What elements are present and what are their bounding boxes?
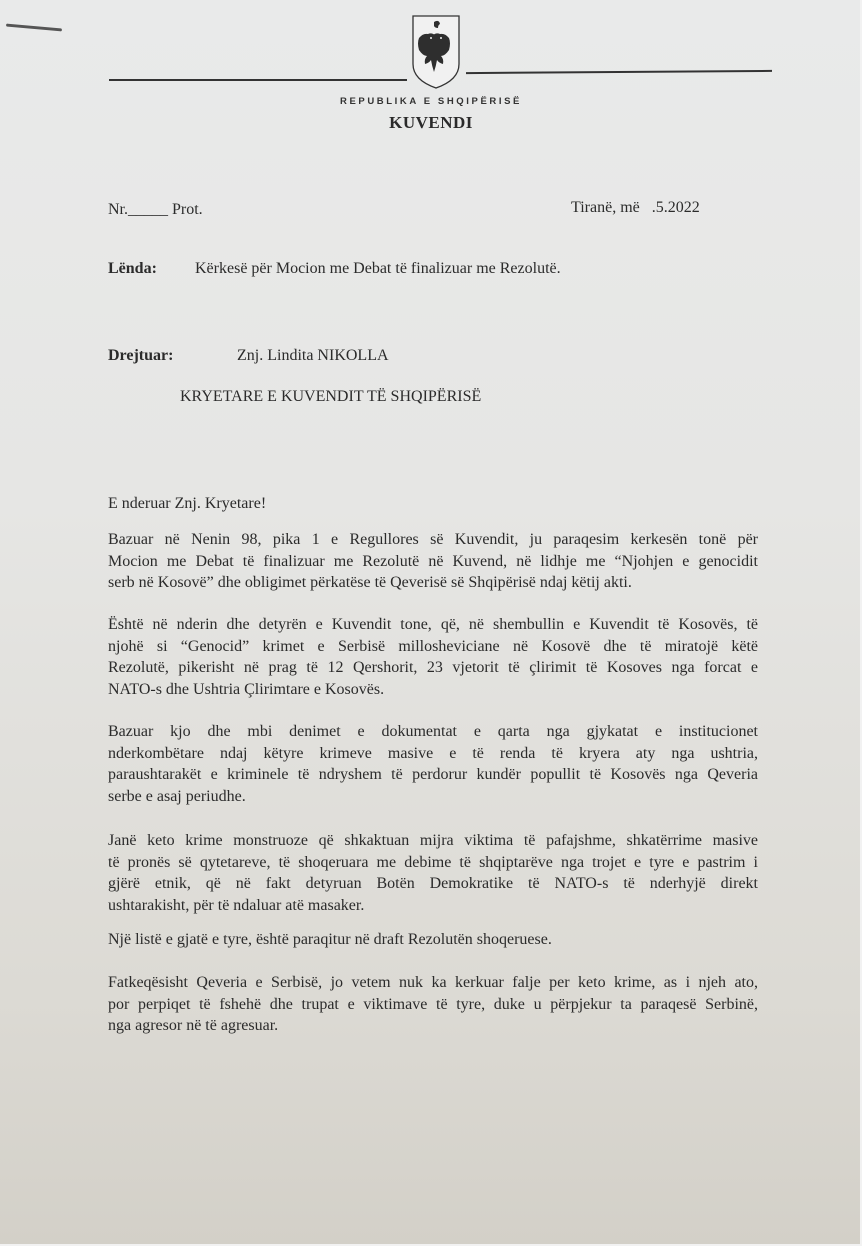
prot-label: Prot. [172,201,203,218]
paragraph-line: Janë keto krime monstruoze që shkaktuan mijra viktima të pafajshme, shkatërrime masive [108,832,758,849]
paragraph-line: Bazuar në Nenin 98, pika 1 e Regullores së Kuvendit, ju paraqesim kerkesën tonë për [108,531,758,548]
paragraph-line: Një listë e gjatë e tyre, është paraqitur në draft Rezolutën shoqeruese. [108,931,552,948]
addressee-title: KRYETARE E KUVENDIT TË SHQIPËRISË [180,388,482,405]
place-label: Tiranë, më [571,199,640,216]
paragraph [108,721,758,808]
republic-name: REPUBLIKA E SHQIPËRISË [340,96,522,107]
place-date [571,197,700,219]
paragraph-line: serbe e asaj periudhe. [108,788,246,806]
paragraph-line: Rezolutë, pikerisht në prag të 12 Qershorit, 23 vjetorit të çlirimit të Kosoves nga forcat e [108,659,758,677]
header-rule-left [109,79,407,81]
paragraph [108,614,758,701]
paragraph-line: NATO-s dhe Ushtria Çlirimtare e Kosovës. [108,681,385,699]
paragraph-line: por perpiqet të fshehë dhe trupat e viktimave të tyre, duke u përpjekur ta paraqesë Serbinë, [108,995,758,1013]
subject-text: Kërkesë për Mocion me Debat të finalizuar me Rezolutë. [195,260,561,277]
paragraph-line: serb në Kosovë” dhe obligimet përkatëse të Qeverisë së Shqipërisë ndaj këtij akti. [108,574,632,592]
salutation: E nderuar Znj. Kryetare! [108,495,267,512]
staple-mark [6,24,62,32]
subject-label: Lënda: [108,260,157,277]
paragraph-line: Mocion me Debat të finalizuar me Rezolutë në Kuvend, në lidhje me “Njohjen e genocidit [108,552,758,570]
paragraph [108,830,758,917]
paragraph-line: të pronës së qytetareve, të shoqeruara me debime të shqiptarëve nga trojet e tyre e pastrim i [108,853,758,871]
paragraph-line: Është në nderin dhe detyrën e Kuvendit tone, që, në shembullin e Kuvendit të Kosovës, të [108,616,758,633]
paragraph [108,972,758,1037]
header-rule-right [466,70,772,74]
coat-of-arms-icon [410,14,462,90]
paragraph-line: Bazuar kjo dhe mbi denimet e dokumentat e qarta nga gjykatat e institucionet [108,723,758,740]
paragraph-line: Fatkeqësisht Qeveria e Serbisë, jo vetem nuk ka kerkuar falje per keto krime, as i njeh ato, [108,974,758,991]
paragraph-line: nga agresor në të agresuar. [108,1017,279,1035]
paragraph [108,929,758,951]
date-value: .5.2022 [651,199,700,216]
paragraph-line: ushtarakisht, për të ndaluar atë masaker. [108,897,365,915]
paragraph-line: paraushtarakët e kriminele të ndryshem të perdorur kundër popullit të Kosovës nga Qeveria [108,766,758,784]
addressee-label: Drejtuar: [108,347,174,364]
institution-name: KUVENDI [389,113,473,132]
nr-blank: _____ [128,201,168,218]
addressee-name: Znj. Lindita NIKOLLA [237,347,389,364]
paragraph-line: njohë si “Genocid” krimet e Serbisë milloshevicianе në Kosovë dhe të miratojë këtë [108,637,758,655]
paragraph [108,529,758,594]
paragraph-line: gjërë etnik, që në fakt detyruan Botën Demokratike të NATO-s të nderhyjë direkt [108,875,758,893]
nr-label: Nr. [108,201,128,218]
protocol-number [108,199,203,221]
paragraph-line: nderkombëtare ndaj këtyre krimeve masive e të renda të kryera aty nga ushtria, [108,744,758,762]
